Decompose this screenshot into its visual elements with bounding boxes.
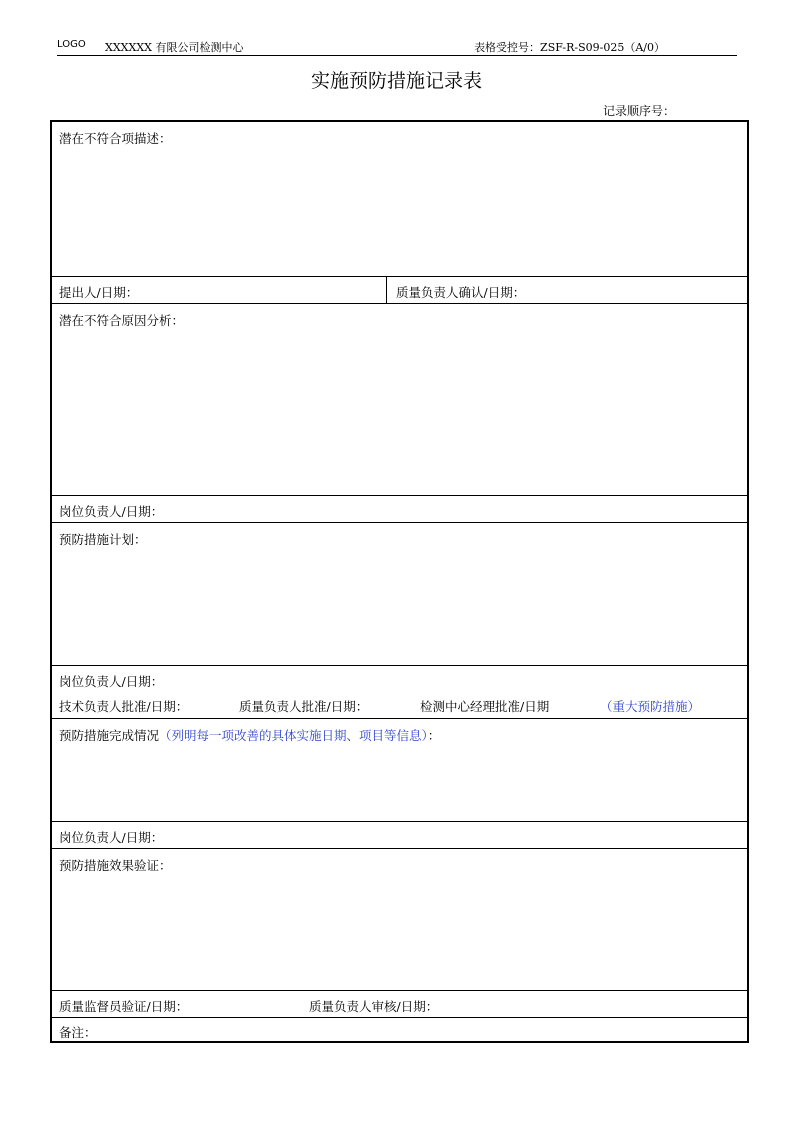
potential-desc-label: 潜在不符合项描述： [59, 131, 172, 146]
post-owner-label-3: 岗位负责人/日期： [59, 830, 164, 845]
completion-note: （列明每一项改善的具体实施日期、项目等信息） [159, 728, 428, 743]
logo: LOGO [57, 39, 86, 50]
major-measure-note: （重大预防措施） [600, 699, 701, 714]
supervisor-verify-label: 质量监督员验证/日期： [59, 999, 189, 1014]
remarks-label: 备注： [59, 1025, 97, 1040]
qa-approve-label: 质量负责人批准/日期： [239, 699, 369, 714]
form-control-number: 表格受控号：ZSF-R-S09-025（A/0） [474, 41, 665, 54]
cause-analysis-label: 潜在不符合原因分析： [59, 313, 185, 328]
approval-row [52, 666, 747, 719]
record-number-label: 记录顺序号： [603, 104, 676, 118]
center-manager-approve-label: 检测中心经理批准/日期 [420, 699, 550, 714]
record-form [50, 120, 749, 1043]
post-owner-label-1: 岗位负责人/日期： [59, 504, 164, 519]
verify-review-row [52, 991, 747, 1018]
completion-label [59, 726, 440, 744]
company-name: XXXXXX 有限公司检测中心 [105, 41, 244, 54]
post-owner-label-2: 岗位负责人/日期： [59, 674, 164, 689]
tech-approve-label: 技术负责人批准/日期： [59, 699, 189, 714]
proposer-label: 提出人/日期： [59, 285, 139, 300]
page-title: 实施预防措施记录表 [310, 70, 482, 92]
proposer-row [52, 277, 747, 304]
effect-verify-section[interactable] [52, 849, 747, 991]
post-owner-row-3 [52, 822, 747, 849]
qa-review-label: 质量负责人审核/日期： [309, 999, 439, 1014]
page-header [57, 37, 737, 56]
divider [386, 277, 387, 303]
potential-desc-section[interactable] [52, 122, 747, 277]
post-owner-row-1 [52, 496, 747, 523]
completion-colon: ： [427, 728, 441, 743]
remarks-row[interactable] [52, 1018, 747, 1043]
completion-section[interactable] [52, 719, 747, 822]
cause-analysis-section[interactable] [52, 304, 747, 496]
completion-label-text: 预防措施完成情况 [59, 728, 160, 743]
qa-confirm-label: 质量负责人确认/日期： [396, 285, 526, 300]
plan-section[interactable] [52, 523, 747, 666]
effect-verify-label: 预防措施效果验证： [59, 858, 172, 873]
plan-label: 预防措施计划： [59, 532, 147, 547]
